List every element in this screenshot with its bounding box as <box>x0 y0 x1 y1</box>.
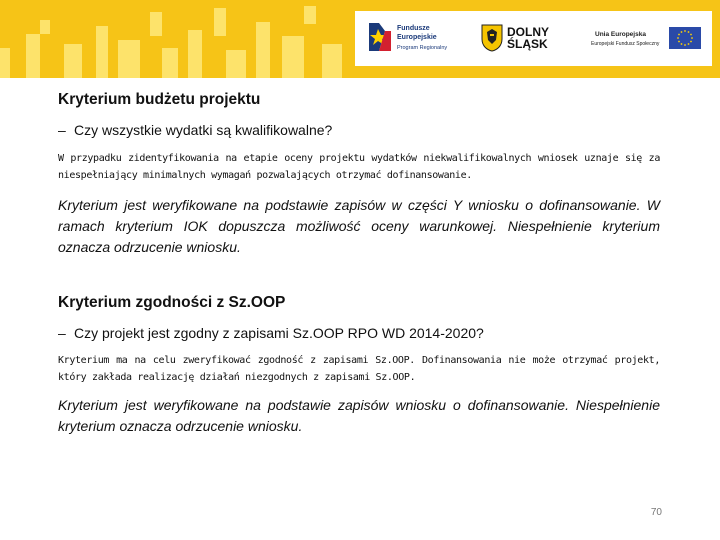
section-budget-rule <box>58 195 660 258</box>
decor-block <box>188 30 202 78</box>
fundusze-europejskie-logo <box>363 11 463 66</box>
question-line <box>58 325 660 341</box>
section-budget-question <box>58 122 660 138</box>
question-line <box>58 122 660 138</box>
decor-block <box>40 20 50 34</box>
note-text: Kryterium ma na celu zweryfikować zgodność z zapisami Sz.OOP. Dofinansowania nie może otrzymać projekt, który zakłada realizację działań niezgodnych z zapisami Sz.OOP. <box>58 355 660 383</box>
decor-block <box>162 48 178 78</box>
rule-text: Kryterium jest weryfikowane na podstawie zapisów wniosku o dofinansowanie. Niespełnienie kryterium oznacza odrzucenie wniosku. <box>58 397 660 434</box>
section-szoop <box>58 294 660 312</box>
eu-flag-icon <box>669 27 701 49</box>
section-budget <box>58 91 660 109</box>
fe-line1: Fundusze <box>397 25 430 32</box>
dash-bullet: – <box>58 122 66 138</box>
dash-bullet: – <box>58 325 66 341</box>
ds-line2: ŚLĄSK <box>507 37 548 51</box>
question-text: Czy projekt jest zgodny z zapisami Sz.OOP RPO WD 2014-2020? <box>74 325 484 341</box>
dolny-slask-logo <box>477 11 557 66</box>
decor-block <box>118 40 140 78</box>
section-title: Kryterium budżetu projektu <box>58 91 261 108</box>
decor-block <box>0 48 10 78</box>
decor-block <box>214 8 226 36</box>
page-number: 70 <box>650 507 662 518</box>
section-szoop-question <box>58 325 660 341</box>
section-szoop-rule <box>58 395 660 437</box>
coat-of-arms-icon <box>481 24 503 52</box>
decor-block <box>256 22 270 78</box>
note-text: W przypadku zidentyfikowania na etapie oceny projektu wydatków niekwalifikowalnych wniosek uznaje się za niespełniający minimalnych wymagań pozwalających otrzymać dofinansowanie. <box>58 153 660 181</box>
decor-block <box>282 36 304 78</box>
decor-block <box>150 12 162 36</box>
ue-line1: Unia Europejska <box>595 31 646 38</box>
decor-block <box>304 6 316 24</box>
header-band <box>0 0 720 78</box>
fe-line3: Program Regionalny <box>397 45 448 51</box>
decor-block <box>322 44 342 78</box>
decor-block <box>64 44 82 78</box>
fe-star-icon <box>365 21 391 55</box>
unia-europejska-logo <box>587 11 707 66</box>
decor-block <box>96 26 108 78</box>
section-budget-note <box>58 150 660 184</box>
fe-line2: Europejskie <box>397 34 437 41</box>
section-szoop-note <box>58 352 660 386</box>
question-text: Czy wszystkie wydatki są kwalifikowalne? <box>74 122 333 138</box>
decor-block <box>26 34 40 78</box>
section-title: Kryterium zgodności z Sz.OOP <box>58 294 286 311</box>
ds-line1: DOLNY <box>507 25 549 39</box>
decor-block <box>226 50 246 78</box>
rule-text: Kryterium jest weryfikowane na podstawie zapisów w części Y wniosku o dofinansowanie. W ramach kryterium IOK dopuszcza możliwość oceny warunkowej. Niespełnienie kryterium oznacza odrzucenie wniosku. <box>58 197 660 255</box>
logo-panel <box>355 11 712 66</box>
ue-line2: Europejski Fundusz Społeczny <box>591 41 660 47</box>
